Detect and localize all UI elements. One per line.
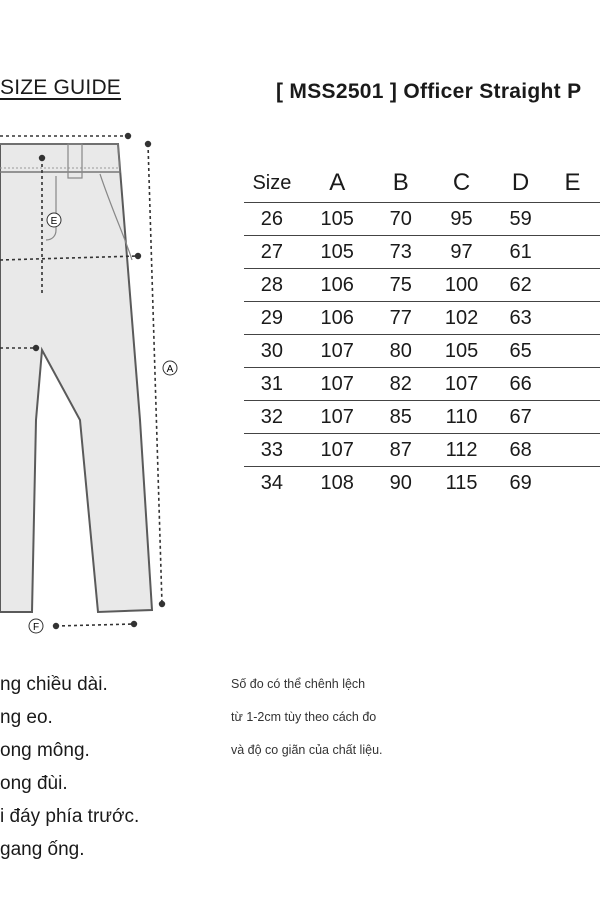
cell-a: 107 (300, 434, 375, 467)
cell-e (545, 368, 600, 401)
cell-c: 100 (427, 269, 496, 302)
cell-size: 26 (244, 203, 300, 236)
cell-c: 95 (427, 203, 496, 236)
note-line: từ 1-2cm tùy theo cách đo (231, 710, 377, 724)
label-f: F (32, 622, 40, 633)
cell-c: 105 (427, 335, 496, 368)
column-header-size: Size (244, 164, 300, 203)
label-a: A (166, 364, 174, 375)
table-row (244, 401, 600, 434)
column-header-c: C (427, 164, 496, 203)
table-row (244, 335, 600, 368)
cell-b: 75 (375, 269, 427, 302)
table-row (244, 368, 600, 401)
cell-d: 62 (496, 269, 545, 302)
cell-e (545, 236, 600, 269)
cell-d: 63 (496, 302, 545, 335)
legend-item: ong đùi. (0, 773, 68, 794)
table-row (244, 203, 600, 236)
cell-d: 67 (496, 401, 545, 434)
cell-e (545, 203, 600, 236)
cell-e (545, 269, 600, 302)
cell-e (545, 467, 600, 500)
cell-size: 28 (244, 269, 300, 302)
waist-measure-line (0, 134, 130, 139)
size-table (244, 164, 600, 499)
cell-b: 77 (375, 302, 427, 335)
cell-c: 97 (427, 236, 496, 269)
column-header-d: D (496, 164, 545, 203)
legend-item: ng eo. (0, 707, 53, 728)
cell-a: 105 (300, 236, 375, 269)
cell-b: 87 (375, 434, 427, 467)
measurement-legend (0, 668, 139, 866)
table-row (244, 302, 600, 335)
column-header-b: B (375, 164, 427, 203)
pants-diagram (0, 120, 200, 640)
size-guide-title: SIZE GUIDE (0, 76, 122, 99)
note-line: Số đo có thể chênh lệch (231, 677, 366, 691)
cell-d: 65 (496, 335, 545, 368)
cell-a: 106 (300, 302, 375, 335)
cell-a: 106 (300, 269, 375, 302)
cell-a: 107 (300, 335, 375, 368)
cell-c: 110 (427, 401, 496, 434)
measurement-note (231, 672, 383, 771)
cell-a: 105 (300, 203, 375, 236)
cell-size: 29 (244, 302, 300, 335)
cell-a: 107 (300, 368, 375, 401)
table-header-row (244, 164, 600, 203)
legend-item: i đáy phía trước. (0, 806, 140, 827)
cell-d: 68 (496, 434, 545, 467)
cell-b: 85 (375, 401, 427, 434)
cell-e (545, 335, 600, 368)
cell-a: 108 (320, 471, 354, 494)
cell-c: 107 (427, 368, 496, 401)
cell-c: 102 (427, 302, 496, 335)
cell-size: 34 (260, 471, 284, 494)
hem-measure-line (54, 622, 137, 629)
cell-a: 107 (300, 401, 375, 434)
label-e: E (50, 216, 58, 227)
table-row (244, 236, 600, 269)
cell-size: 27 (244, 236, 300, 269)
cell-b: 82 (375, 368, 427, 401)
cell-c: 115 (445, 471, 478, 494)
cell-b: 73 (375, 236, 427, 269)
legend-item: ong mông. (0, 740, 90, 761)
table-row (244, 269, 600, 302)
note-line: và độ co giãn của chất liệu. (231, 743, 383, 757)
table-row (244, 434, 600, 467)
cell-d: 59 (496, 203, 545, 236)
legend-item: ng chiều dài. (0, 674, 108, 695)
cell-b: 80 (375, 335, 427, 368)
pants-outline (0, 144, 152, 612)
column-header-a: A (300, 164, 375, 203)
cell-b: 70 (375, 203, 427, 236)
cell-d: 69 (509, 471, 532, 494)
cell-size: 32 (244, 401, 300, 434)
legend-item: gang ống. (0, 839, 85, 860)
cell-c: 112 (427, 434, 496, 467)
cell-d: 61 (496, 236, 545, 269)
column-header-e: E (545, 164, 600, 203)
cell-size: 31 (244, 368, 300, 401)
cell-e (545, 434, 600, 467)
cell-size: 33 (244, 434, 300, 467)
table-row-last (244, 467, 600, 500)
cell-size: 30 (244, 335, 300, 368)
cell-d: 66 (496, 368, 545, 401)
cell-e (545, 302, 600, 335)
cell-e (545, 401, 600, 434)
length-measure-line (146, 142, 165, 607)
cell-b: 90 (389, 471, 412, 494)
product-title: [ MSS2501 ] Officer Straight P (276, 80, 582, 103)
